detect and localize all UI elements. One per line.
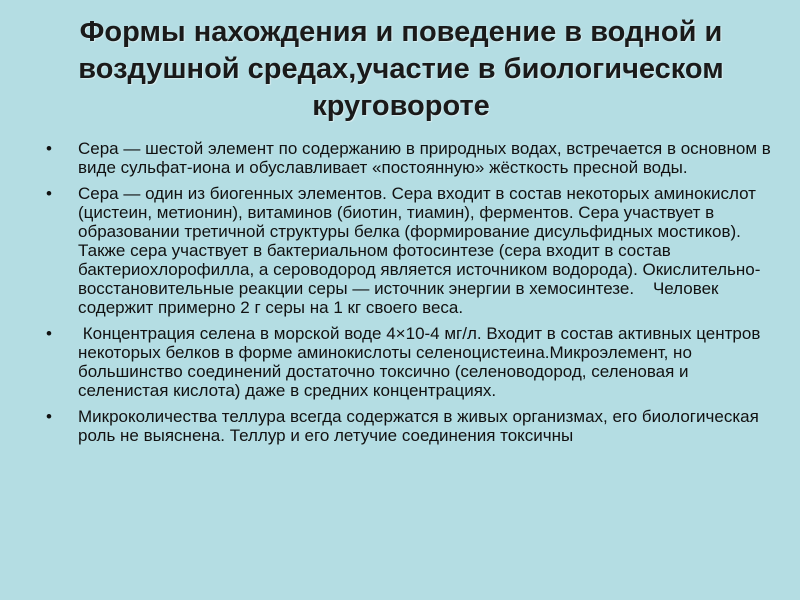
bullet-marker: • bbox=[46, 407, 52, 426]
bullet-item bbox=[30, 184, 772, 317]
bullet-item bbox=[30, 139, 772, 177]
slide-title: Формы нахождения и поведение в водной и воздушной средах,участие в биологическом круговороте bbox=[78, 16, 724, 122]
bullet-item bbox=[30, 324, 772, 400]
bullet-text: Сера — один из биогенных элементов. Сера входит в состав некоторых аминокислот (цистеин, метионин), витаминов (биотин, тиамин), ферментов. Сера участвует в образовании третичной структуры белка (формирование дисульфидных мостиков). Также сера участвует в бактериальном фотосинтезе (сера входит в состав бактериохлорофилла, а сероводород является источником водорода). Окислительно-восстановительные реакции серы — источник энергии в хемосинтезе. Человек содержит примерно 2 г серы на 1 кг своего веса. bbox=[78, 184, 761, 317]
bullet-text: Микроколичества теллура всегда содержатся в живых организмах, его биологическая роль не выяснена. Теллур и его летучие соединения токсичны bbox=[78, 407, 759, 445]
bullet-text: Сера — шестой элемент по содержанию в природных водах, встречается в основном в виде сульфат-иона и обуславливает «постоянную» жёсткость пресной воды. bbox=[78, 139, 771, 177]
bullet-item bbox=[30, 407, 772, 445]
bullet-list bbox=[30, 139, 772, 445]
bullet-marker: • bbox=[46, 184, 52, 203]
bullet-text: Концентрация селена в морской воде 4×10-4 мг/л. Входит в состав активных центров некоторых белков в форме аминокислоты селеноцистеина.Микроэлемент, но большинство соединений достаточно токсично (селеноводород, селеновая и селенистая кислота) даже в средних концентрациях. bbox=[78, 324, 766, 400]
bullet-marker: • bbox=[46, 139, 52, 158]
bullet-marker: • bbox=[46, 324, 52, 343]
